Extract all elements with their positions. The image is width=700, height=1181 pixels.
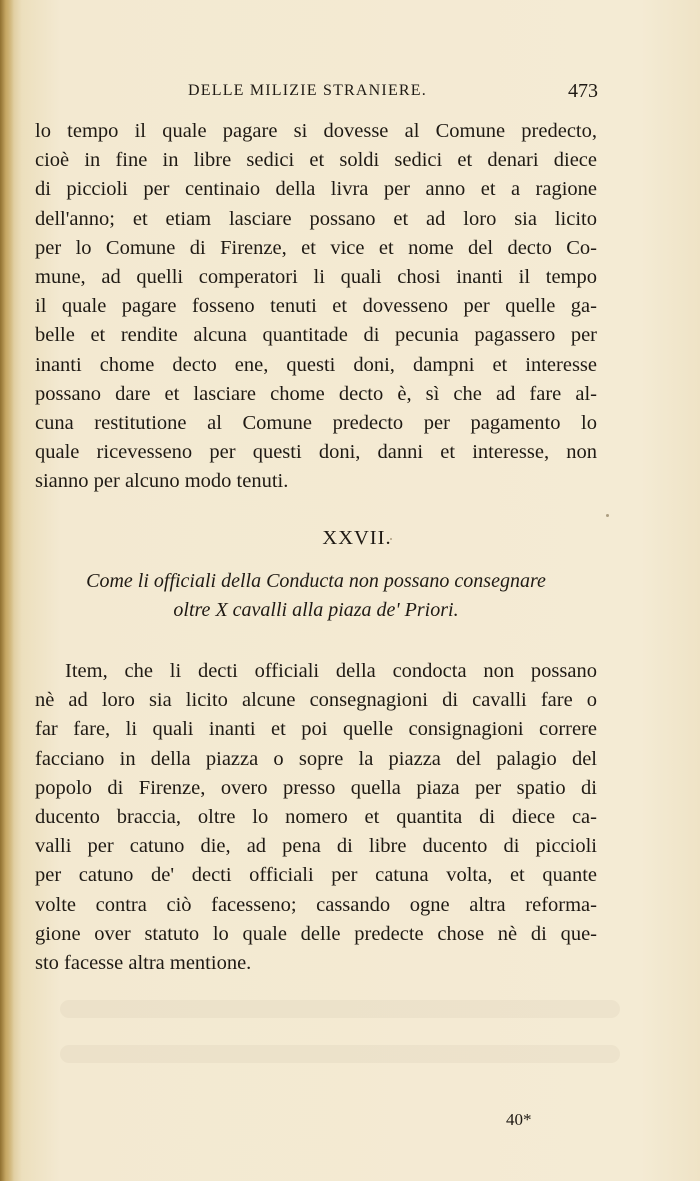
page-number: 473 [568, 80, 598, 102]
text-line: quale ricevesseno per questi doni, danni et interesse, non [35, 441, 597, 464]
text-line: cuna restitutione al Comune predecto per pagamento lo [35, 411, 597, 434]
text-line: belle et rendite alcuna quantitade di pecunia pagassero per [35, 324, 597, 347]
text-line: gione over statuto lo quale delle predecte chose nè di que- [35, 922, 597, 945]
section-heading-line: Come li officiali della Conducta non possano consegnare [86, 570, 546, 592]
paragraph-item [35, 657, 597, 978]
text-line: cioè in fine in libre sedici et soldi sedici et denari diece [35, 149, 597, 172]
text-line: volte contra ciò facesseno; cassando ogne altra reforma- [35, 893, 597, 916]
paper-speck [606, 514, 609, 517]
text-line: far fare, li quali inanti et poi quelle consignagioni correre [35, 718, 597, 741]
text-line: nè ad loro sia licito alcune consegnagioni di cavalli fare o [35, 689, 597, 712]
text-line: sto facesse altra mentione. [35, 951, 252, 974]
text-line: Item, che li decti officiali della condocta non possano [65, 660, 597, 682]
text-line: facciano in della piazza o sopre la piazza del palagio del [35, 747, 597, 770]
text-line: valli per catuno die, ad pena di libre ducento di piccioli [35, 835, 597, 858]
text-line: per lo Comune di Firenze, et vice et nome del decto Co- [35, 236, 597, 259]
section-number: XXVII. [322, 527, 392, 549]
text-line: possano dare et lasciare chome decto è, sì che ad fare al- [35, 382, 597, 405]
paragraph-continued [35, 117, 597, 496]
text-line: popolo di Firenze, overo presso quella piaza per spatio di [35, 776, 597, 799]
show-through-line [60, 1045, 620, 1063]
section-heading-line: oltre X cavalli alla piaza de' Priori. [173, 599, 459, 621]
text-line: ducento braccia, oltre lo nomero et quantita di diece ca- [35, 805, 597, 828]
text-line: il quale pagare fosseno tenuti et dovesseno per quelle ga- [35, 295, 597, 318]
text-line: inanti chome decto ene, questi doni, dampni et interesse [35, 353, 597, 376]
binding-gutter [0, 0, 14, 1181]
text-line: dell'anno; et etiam lasciare possano et ad loro sia licito [35, 207, 597, 230]
signature-mark: 40* [506, 1110, 532, 1129]
text-line: di piccioli per centinaio della livra per anno et a ragione [35, 178, 597, 201]
show-through-line [60, 1000, 620, 1018]
text-line: mune, ad quelli comperatori li quali chosi inanti il tempo [35, 265, 597, 288]
section-heading [35, 567, 597, 625]
text-line: per catuno de' decti officiali per catuna volta, et quante [35, 864, 597, 887]
running-title: DELLE MILIZIE STRANIERE. [188, 82, 427, 99]
text-line: lo tempo il quale pagare si dovesse al Comune predecto, [35, 120, 597, 142]
running-head [36, 80, 598, 106]
text-line: sianno per alcuno modo tenuti. [35, 470, 289, 493]
